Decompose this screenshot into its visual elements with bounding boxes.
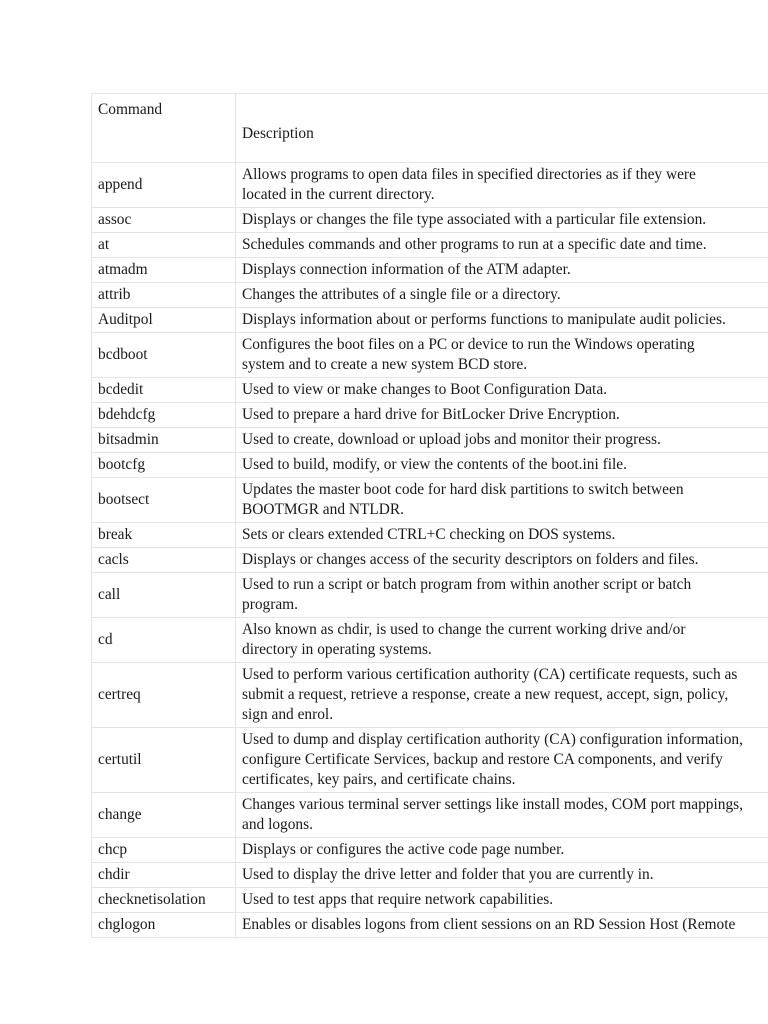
commands-table [91,93,768,938]
description-line: BOOTMGR and NTLDR. [242,501,405,518]
description-line: Also known as chdir, is used to change the current working drive and/or [242,621,686,638]
description-cell [236,793,768,838]
description-line: Used to create, download or upload jobs and monitor their progress. [242,431,661,448]
command-cell: cacls [92,548,236,573]
description-cell [236,663,768,728]
description-cell [236,523,768,548]
description-line: system and to create a new system BCD store. [242,356,528,373]
command-cell: atmadm [92,258,236,283]
command-cell: append [92,163,236,208]
description-line: Displays connection information of the ATM adapter. [242,261,571,278]
table-row [92,478,768,523]
command-cell: chglogon [92,913,236,938]
command-cell: bitsadmin [92,428,236,453]
description-line: Used to view or make changes to Boot Configuration Data. [242,381,608,398]
command-cell: certutil [92,728,236,793]
description-cell [236,548,768,573]
table-row [92,258,768,283]
table-row [92,283,768,308]
command-cell: chcp [92,838,236,863]
description-line: and logons. [242,816,313,833]
command-cell: assoc [92,208,236,233]
description-line: Displays or changes access of the security descriptors on folders and files. [242,551,699,568]
description-line: configure Certificate Services, backup and restore CA components, and verify [242,751,723,768]
commands-table-body [92,94,768,938]
table-row [92,793,768,838]
table-row [92,308,768,333]
description-line: Displays information about or performs functions to manipulate audit policies. [242,311,726,328]
command-cell: call [92,573,236,618]
command-cell: bootcfg [92,453,236,478]
document-page [91,93,768,938]
table-row [92,728,768,793]
description-cell [236,403,768,428]
header-command: Command [92,94,236,163]
command-cell: chdir [92,863,236,888]
description-line: Updates the master boot code for hard disk partitions to switch between [242,481,684,498]
description-cell [236,308,768,333]
command-cell: change [92,793,236,838]
description-line: Used to display the drive letter and folder that you are currently in. [242,866,654,883]
description-cell [236,208,768,233]
description-line: certificates, key pairs, and certificate chains. [242,771,516,788]
description-cell [236,838,768,863]
table-row [92,428,768,453]
table-row [92,333,768,378]
table-row [92,208,768,233]
description-line: Used to test apps that require network capabilities. [242,891,554,908]
command-cell: certreq [92,663,236,728]
description-cell [236,573,768,618]
command-cell: bdehdcfg [92,403,236,428]
table-row [92,548,768,573]
description-line: directory in operating systems. [242,641,432,658]
command-cell: bootsect [92,478,236,523]
description-line: Changes the attributes of a single file or a directory. [242,286,561,303]
table-row [92,378,768,403]
command-cell: checknetisolation [92,888,236,913]
description-cell [236,863,768,888]
command-cell: attrib [92,283,236,308]
description-line: Used to dump and display certification authority (CA) configuration information, [242,731,743,748]
description-cell [236,283,768,308]
command-cell: at [92,233,236,258]
table-header-row [92,94,768,163]
table-row [92,233,768,258]
description-line: Displays or changes the file type associated with a particular file extension. [242,211,707,228]
table-row [92,838,768,863]
description-line: located in the current directory. [242,186,435,203]
description-cell [236,333,768,378]
description-cell [236,163,768,208]
command-cell: Auditpol [92,308,236,333]
description-line: submit a request, retrieve a response, create a new request, accept, sign, policy, [242,686,729,703]
command-cell: cd [92,618,236,663]
description-cell [236,233,768,258]
description-line: Displays or configures the active code page number. [242,841,565,858]
description-line: sign and enrol. [242,706,334,723]
description-cell [236,453,768,478]
table-row [92,888,768,913]
description-cell [236,478,768,523]
table-row [92,453,768,478]
description-cell [236,888,768,913]
description-line: Configures the boot files on a PC or device to run the Windows operating [242,336,695,353]
table-row [92,163,768,208]
command-cell: bcdedit [92,378,236,403]
description-line: Allows programs to open data files in specified directories as if they were [242,166,696,183]
description-cell [236,728,768,793]
description-cell [236,618,768,663]
table-row [92,863,768,888]
description-line: Used to perform various certification authority (CA) certificate requests, such as [242,666,738,683]
description-line: Schedules commands and other programs to run at a specific date and time. [242,236,707,253]
table-row [92,403,768,428]
table-row [92,573,768,618]
description-line: program. [242,596,298,613]
table-row [92,663,768,728]
table-row [92,523,768,548]
description-line: Enables or disables logons from client sessions on an RD Session Host (Remote [242,916,736,933]
command-cell: break [92,523,236,548]
description-cell [236,913,768,938]
description-line: Used to run a script or batch program from within another script or batch [242,576,692,593]
description-cell [236,428,768,453]
description-cell [236,258,768,283]
description-line: Used to build, modify, or view the contents of the boot.ini file. [242,456,627,473]
description-line: Sets or clears extended CTRL+C checking on DOS systems. [242,526,616,543]
table-row [92,913,768,938]
command-cell: bcdboot [92,333,236,378]
description-line: Used to prepare a hard drive for BitLocker Drive Encryption. [242,406,620,423]
description-cell [236,378,768,403]
description-line: Changes various terminal server settings like install modes, COM port mappings, [242,796,743,813]
header-description: Description [236,94,768,163]
table-row [92,618,768,663]
